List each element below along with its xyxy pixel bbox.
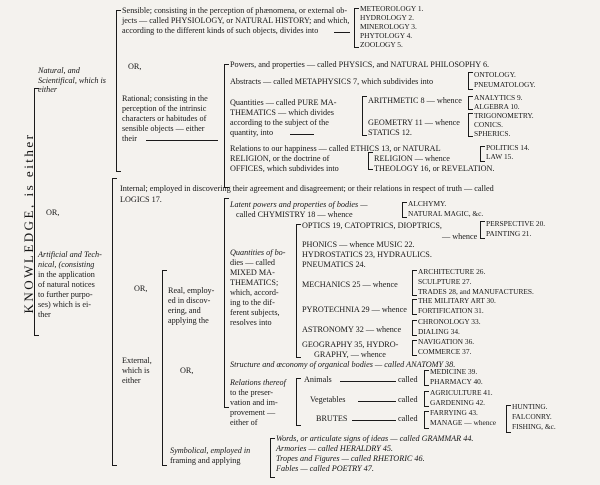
- words-line: Words, or articulate signs of ideas — called GRAMMAR 44.: [276, 434, 474, 443]
- optics-line: OPTICS 19, CATOPTRICS, DIOPTRICS,: [302, 221, 442, 230]
- powers-line: Powers, and properties — called PHYSICS, and NATURAL PHILOSOPHY 6.: [230, 60, 490, 69]
- ontology: ONTOLOGY.: [474, 70, 516, 79]
- armories-line: Armories — called HERALDRY 45.: [276, 444, 393, 453]
- sensible-brace: [354, 8, 355, 48]
- sensible-item-0: METEOROLOGY 1.: [360, 4, 424, 13]
- relations-line-2: RELIGION, or the doctrine of: [230, 154, 330, 163]
- or-main: OR,: [46, 208, 60, 217]
- agriculture: AGRICULTURE 41.: [430, 388, 493, 397]
- gardening: GARDENING 42.: [430, 398, 486, 407]
- relations2-4: either of: [230, 418, 258, 427]
- rational-line-1: Rational; consisting in the: [122, 94, 208, 103]
- artificial-label-0: Artificial and Tech-: [38, 250, 102, 259]
- dialing: DIALING 34.: [418, 327, 460, 336]
- animals-called: called: [398, 375, 418, 384]
- law: LAW 15.: [486, 152, 514, 161]
- sensible-item-2: MINEROLOGY 3.: [360, 22, 417, 31]
- hydrostatics-line: HYDROSTATICS 23, HYDRAULICS.: [302, 250, 432, 259]
- mixed-label-6: ferent subjects,: [230, 308, 280, 317]
- military-art: THE MILITARY ART 30.: [418, 296, 496, 305]
- pyro-brace: [412, 299, 413, 315]
- veg-brace: [424, 391, 425, 407]
- external-1: which is: [122, 366, 150, 375]
- mixed-label-0: Quantities of bo-: [230, 248, 286, 257]
- fishing: FISHING, &c.: [512, 422, 556, 431]
- farrying: FARRYING 43.: [430, 408, 478, 417]
- quantities-line-2: THEMATICS — which divides: [230, 108, 334, 117]
- sensible-item-4: ZOOLOGY 5.: [360, 40, 403, 49]
- main-brace: [34, 88, 35, 336]
- external-0: External,: [122, 356, 152, 365]
- trades: TRADES 28, and MANUFACTURES.: [418, 287, 534, 296]
- hunting: HUNTING.: [512, 402, 548, 411]
- artificial-brace: [112, 178, 113, 466]
- relations2-2: vation and im-: [230, 398, 278, 407]
- arithmetic-line: ARITHMETIC 8 — whence: [368, 96, 462, 105]
- natural-or: OR,: [128, 62, 142, 71]
- architecture: ARCHITECTURE 26.: [418, 267, 486, 276]
- symbolical-1: framing and applying: [170, 456, 241, 465]
- knowledge-title: KNOWLEDGE, is either: [21, 132, 36, 314]
- arithmetic-brace: [468, 96, 469, 110]
- painting: PAINTING 21.: [486, 229, 532, 238]
- falconry: FALCONRY.: [512, 412, 552, 421]
- relations2-brace: [296, 378, 297, 426]
- brutes: BRUTES: [316, 414, 348, 423]
- politics: POLITICS 14.: [486, 143, 530, 152]
- relations-line-1: Relations to our happiness — called ETHICS 13, or NATURAL: [230, 144, 441, 153]
- external-brace: [162, 270, 163, 466]
- real-3: applying the: [168, 316, 209, 325]
- vegetables-dash: [358, 401, 396, 402]
- relations-whence: RELIGION — whence: [374, 154, 450, 163]
- symbolical-0: Symbolical, employed in: [170, 446, 251, 455]
- fortification: FORTIFICATION 31.: [418, 306, 484, 315]
- rational-brace: [224, 64, 225, 188]
- sensible-line-2: jects — called PHYSIOLOGY, or NATURAL HISTORY; and which,: [122, 16, 350, 25]
- optics-whence: — whence: [442, 232, 478, 241]
- chronology: CHRONOLOGY 33.: [418, 317, 481, 326]
- animals: Animals: [304, 375, 332, 384]
- brutes-dash: [352, 420, 396, 421]
- conics: CONICS.: [474, 120, 503, 129]
- mixed-label-3: THEMATICS;: [230, 278, 279, 287]
- astronomy-line: ASTRONOMY 32 — whence: [302, 325, 402, 334]
- artificial-label-4: to further purpo-: [38, 290, 93, 299]
- astro-brace: [412, 320, 413, 336]
- sensible-item-3: PHYTOLOGY 4.: [360, 31, 413, 40]
- fables-line: Fables — called POETRY 47.: [276, 464, 374, 473]
- medicine: MEDICINE 39.: [430, 367, 478, 376]
- optics-brace: [480, 221, 481, 239]
- latent-line-1: Latent powers and properties of bodies —: [230, 200, 368, 209]
- navigation: NAVIGATION 36.: [418, 337, 475, 346]
- rational-line-2: perception of the intrinsic: [122, 104, 207, 113]
- real-0: Real, employ-: [168, 286, 215, 295]
- vegetables-called: called: [398, 395, 418, 404]
- algebra: ALGEBRA 10.: [474, 102, 520, 111]
- artificial-or: OR,: [134, 284, 148, 293]
- geo-brace: [412, 340, 413, 356]
- mixed-label-1: dies — called: [230, 258, 276, 267]
- relations-line-3: OFFICES, which subdivides into: [230, 164, 339, 173]
- brutes-called: called: [398, 414, 418, 423]
- commerce: COMMERCE 37.: [418, 347, 472, 356]
- external-2: either: [122, 376, 141, 385]
- manage-brace: [506, 405, 507, 433]
- animals-brace: [424, 370, 425, 386]
- artificial-label-1: nical, (consisting: [38, 260, 95, 269]
- sensible-line-3: according to the different kinds of such objects, divides into: [122, 26, 319, 35]
- sculpture: SCULPTURE 27.: [418, 277, 472, 286]
- quantities-line-3: according to the subject of the: [230, 118, 329, 127]
- quantities-line-4: quantity, into: [230, 128, 274, 137]
- real-brace: [224, 198, 225, 408]
- artificial-label-5: ses) which is ei-: [38, 300, 91, 309]
- politics-brace: [480, 146, 481, 162]
- theology-line: THEOLOGY 16, or REVELATION.: [374, 164, 495, 173]
- artificial-label-6: ther: [38, 310, 51, 319]
- internal-line-1: Internal; employed in discovering their agreement and disagreement; or their relations in respect of truth — called: [120, 184, 494, 193]
- rational-line-4: sensible objects — either: [122, 124, 205, 133]
- brutes-brace: [424, 411, 425, 429]
- mixed-label-7: resolves into: [230, 318, 272, 327]
- latent-line-2: called CHYMISTRY 18 — whence: [236, 210, 353, 219]
- geometry-brace: [468, 113, 469, 137]
- abstracts-brace: [468, 72, 469, 90]
- spherics: SPHERICS.: [474, 129, 511, 138]
- symbolical-brace: [270, 438, 271, 478]
- alchymy: ALCHYMY.: [408, 199, 447, 208]
- sensible-line-1: Sensible; consisting in the perception of phænomena, or external ob-: [122, 6, 348, 15]
- natural-brace: [116, 10, 117, 172]
- pyrotechnia-line: PYROTECHNIA 29 — whence: [302, 305, 407, 314]
- mixed-label-5: ing to the dif-: [230, 298, 275, 307]
- abstracts-line: Abstracts — called METAPHYSICS 7, which subdivides into: [230, 77, 434, 86]
- pharmacy: PHARMACY 40.: [430, 377, 483, 386]
- perspective: PERSPECTIVE 20.: [486, 219, 546, 228]
- vegetables: Vegetables: [310, 395, 346, 404]
- rational-line-5: their: [122, 134, 138, 143]
- rational-dash: [146, 140, 218, 141]
- statics-line: STATICS 12.: [368, 128, 412, 137]
- mechanics-brace: [412, 270, 413, 296]
- quantities-line-1: Quantities — called PURE MA-: [230, 98, 337, 107]
- mixed-brace: [296, 224, 297, 358]
- phonics-line: PHONICS — whence MUSIC 22.: [302, 240, 415, 249]
- quantities-brace: [362, 96, 363, 136]
- artificial-label-3: of natural notices: [38, 280, 95, 289]
- natural-magic: NATURAL MAGIC, &c.: [408, 209, 484, 218]
- external-or: OR,: [180, 366, 194, 375]
- artificial-label-2: in the application: [38, 270, 95, 279]
- quantities-dash: [290, 134, 314, 135]
- mixed-label-4: which, accord-: [230, 288, 279, 297]
- structure-line: Structure and œconomy of organical bodies — called ANATOMY 38.: [230, 360, 456, 369]
- relations2-3: provement —: [230, 408, 276, 417]
- mixed-label-2: MIXED MA-: [230, 268, 275, 277]
- real-2: ering, and: [168, 306, 201, 315]
- internal-line-2: LOGICS 17.: [120, 195, 162, 204]
- rational-line-3: characters or habitudes of: [122, 114, 207, 123]
- analytics: ANALYTICS 9.: [474, 93, 523, 102]
- natural-label: Natural, and Scientifical, which is either: [38, 66, 106, 95]
- trigonometry: TRIGONOMETRY.: [474, 111, 534, 120]
- sensible-dash: [334, 32, 350, 33]
- tropes-line: Tropes and Figures — called RHETORIC 46.: [276, 454, 425, 463]
- sensible-item-1: HYDROLOGY 2.: [360, 13, 414, 22]
- geography-line-2: GRAPHY, — whence: [314, 350, 386, 359]
- geometry-line: GEOMETRY 11 — whence: [368, 118, 460, 127]
- manage: MANAGE — whence: [430, 418, 497, 427]
- pneumatology: PNEUMATOLOGY.: [474, 80, 536, 89]
- pneumatics-line: PNEUMATICS 24.: [302, 260, 366, 269]
- mechanics-line: MECHANICS 25 — whence: [302, 280, 398, 289]
- latent-brace: [402, 202, 403, 218]
- animals-dash: [340, 381, 396, 382]
- relations-brace: [368, 152, 369, 170]
- relations2-0: Relations thereof: [230, 378, 286, 387]
- relations2-1: to the preser-: [230, 388, 274, 397]
- geography-line-1: GEOGRAPHY 35, HYDRO-: [302, 340, 399, 349]
- real-1: ed in discov-: [168, 296, 211, 305]
